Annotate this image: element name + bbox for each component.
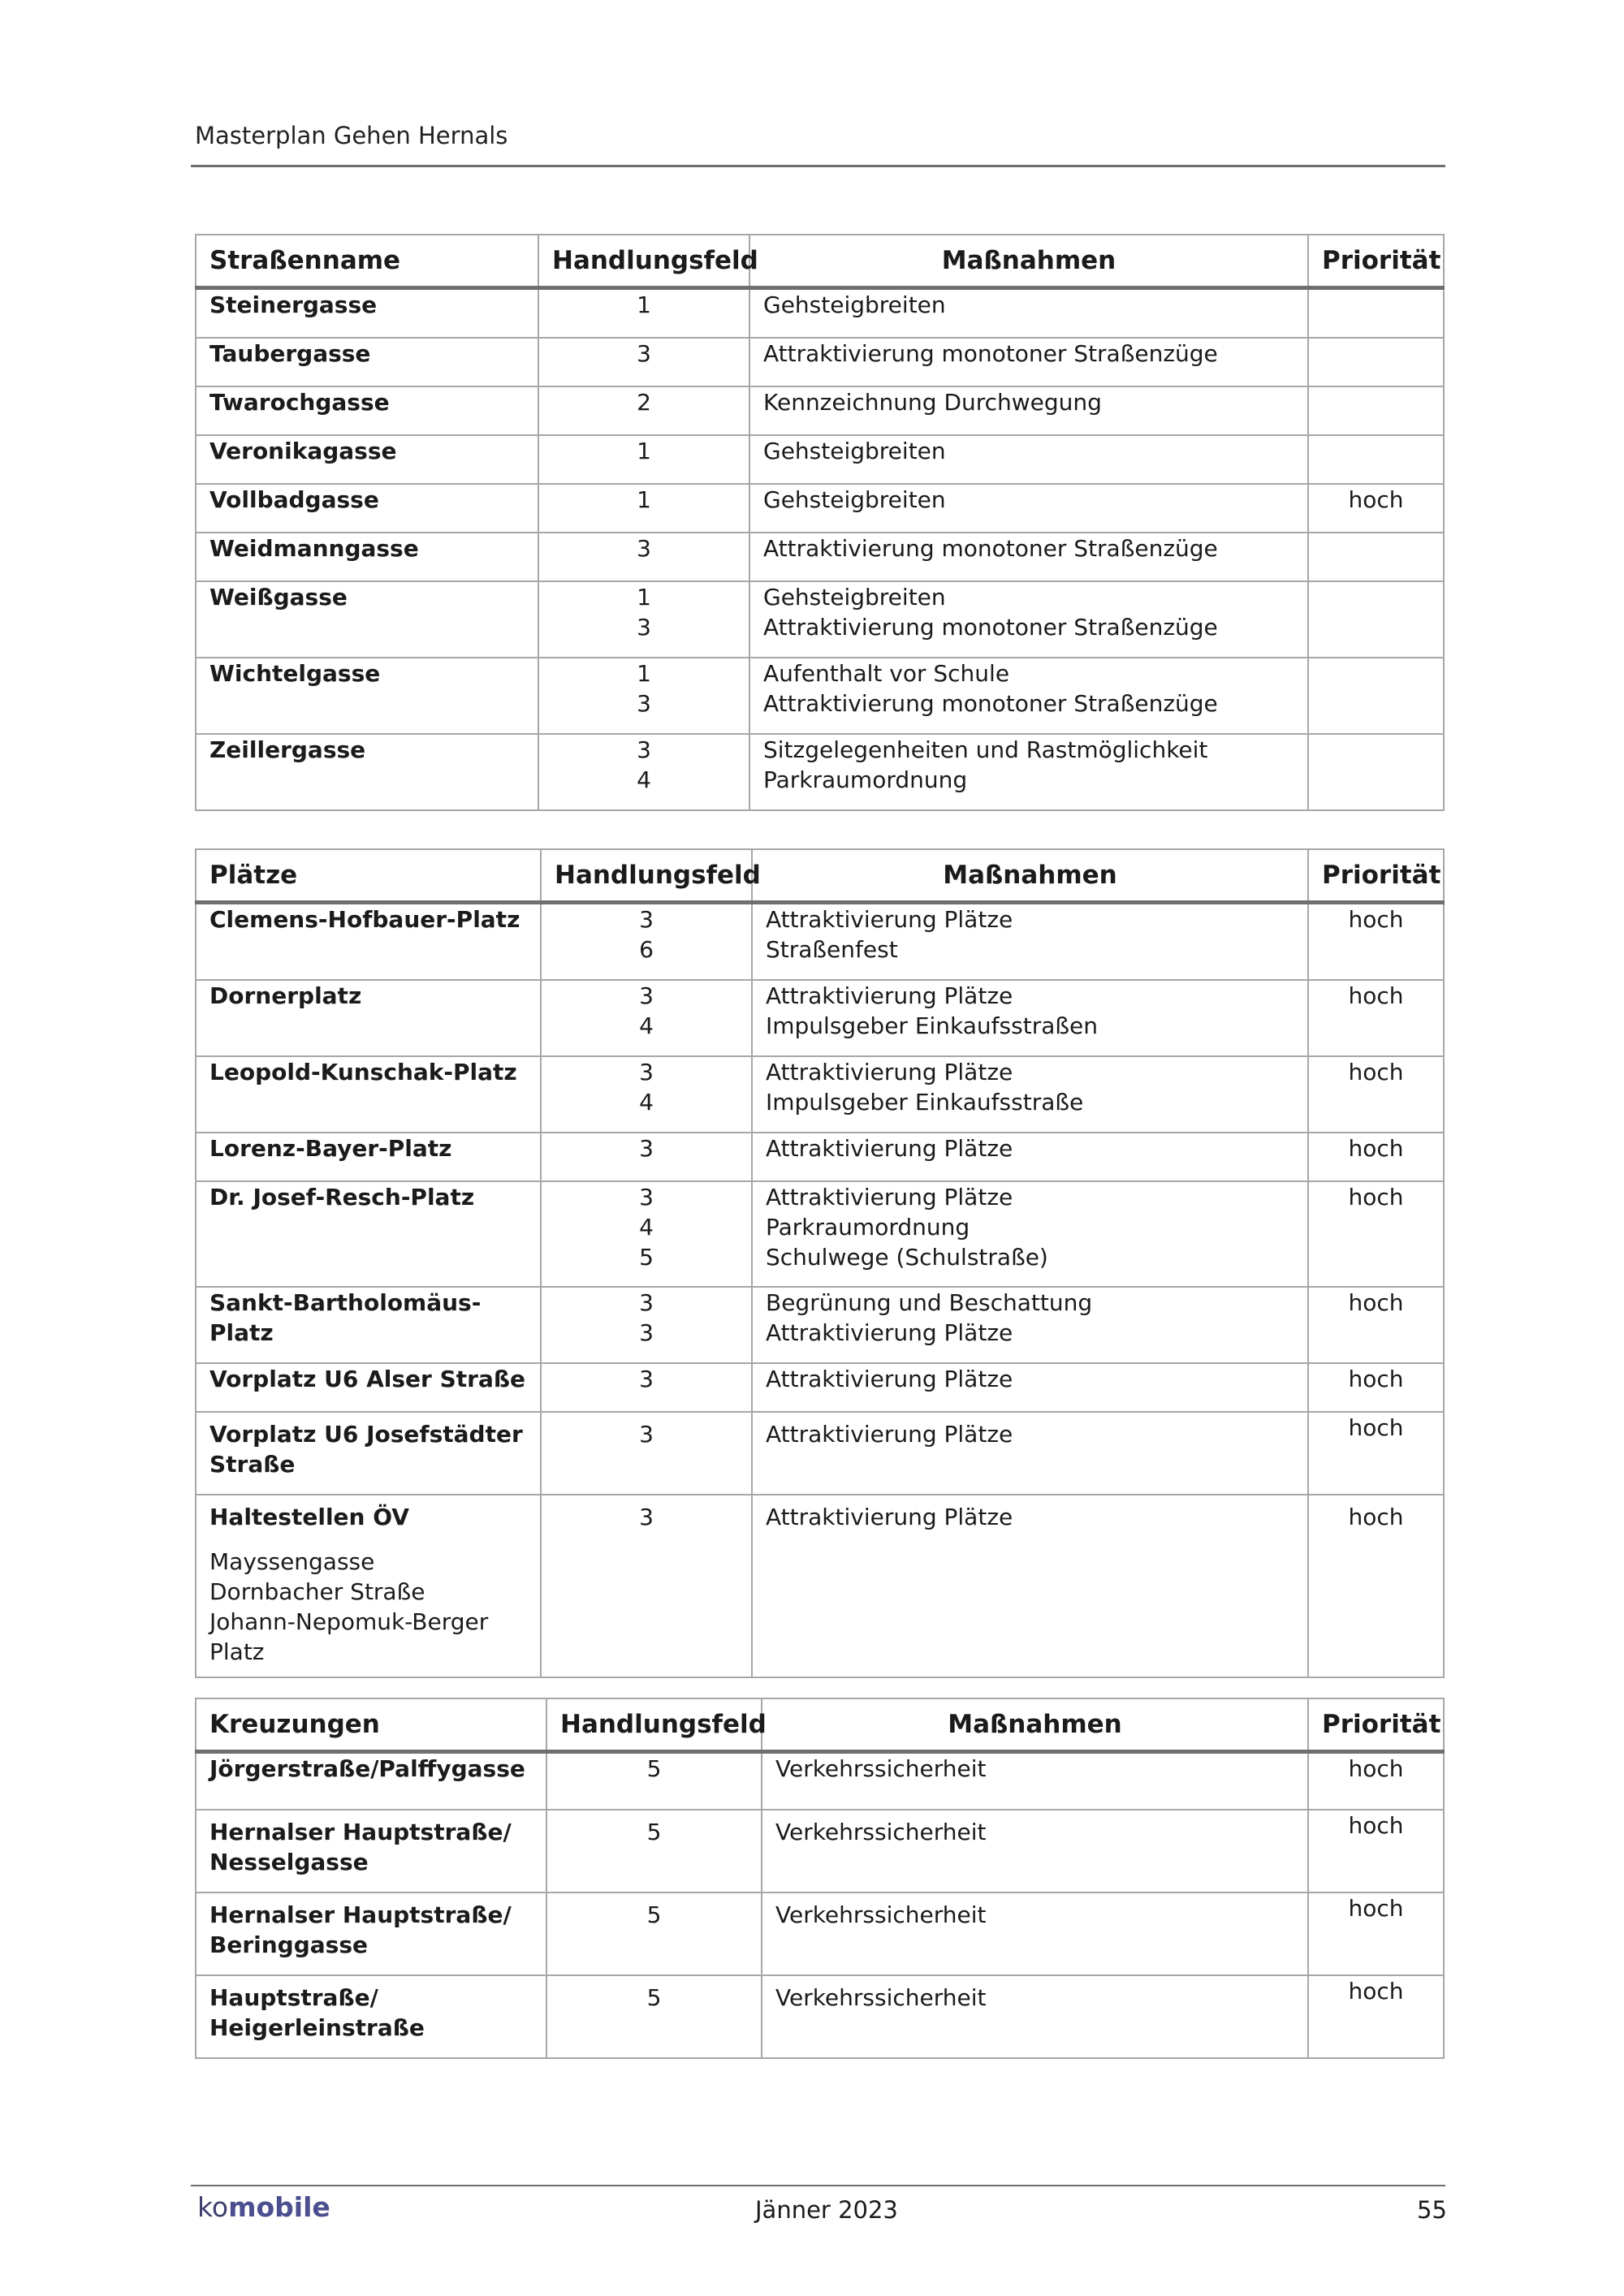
massnahme: Attraktivierung Plätze <box>766 982 1013 1009</box>
col-header-massnahmen: Maßnahmen <box>752 849 1308 903</box>
table-row <box>196 1363 1444 1412</box>
prio-value: hoch <box>1308 1287 1444 1363</box>
table-row <box>196 1975 1444 2058</box>
col-header-massnahmen: Maßnahmen <box>762 1698 1308 1752</box>
massnahme: Verkehrssicherheit <box>775 1755 987 1782</box>
massnahme: Attraktivierung Plätze <box>766 1504 1013 1530</box>
row-name: Vorplatz U6 Josefstädter Straße <box>196 1412 541 1495</box>
massnahme: Parkraumordnung <box>763 766 968 793</box>
col-header-name: Plätze <box>196 849 541 903</box>
table-row <box>196 658 1444 734</box>
hf-value: 4 <box>639 1089 654 1116</box>
hf-value: 6 <box>639 936 654 963</box>
hf-value: 5 <box>646 1819 662 1845</box>
hf-value: 3 <box>639 1421 654 1448</box>
hf-value: 3 <box>637 535 651 562</box>
table-row <box>196 734 1444 810</box>
row-name: Steinergasse <box>196 288 538 339</box>
massnahme: Attraktivierung Plätze <box>766 1059 1013 1085</box>
massnahme: Attraktivierung monotoner Straßenzüge <box>763 535 1218 562</box>
massnahme: Gehsteigbreiten <box>763 584 946 611</box>
table-row <box>196 533 1444 581</box>
prio-value: hoch <box>1308 1752 1444 1810</box>
massnahme: Sitzgelegenheiten und Rastmöglichkeit <box>763 736 1208 763</box>
stop-name: Johann-Nepomuk-Berger Platz <box>209 1608 489 1665</box>
table-row <box>196 1056 1444 1133</box>
hf-value: 5 <box>646 1755 662 1782</box>
prio-value: hoch <box>1308 1810 1444 1892</box>
komobile-logo <box>197 2191 330 2223</box>
table-row <box>196 386 1444 435</box>
hf-value: 3 <box>637 736 651 763</box>
massnahme: Impulsgeber Einkaufsstraße <box>766 1089 1084 1116</box>
hf-value: 3 <box>639 1184 654 1211</box>
col-header-prioritaet: Priorität <box>1308 1698 1444 1752</box>
row-name: Wichtelgasse <box>196 658 538 734</box>
row-name: Clemens-Hofbauer-Platz <box>196 903 541 981</box>
table-row <box>196 1133 1444 1181</box>
col-header-handlungsfeld: Handlungsfeld <box>541 849 752 903</box>
row-name: Vorplatz U6 Alser Straße <box>196 1363 541 1412</box>
table-row <box>196 484 1444 533</box>
hf-value: 4 <box>639 1012 654 1039</box>
table-row <box>196 1181 1444 1287</box>
prio-value: hoch <box>1308 484 1444 533</box>
hf-value: 1 <box>637 486 651 513</box>
row-name: Twarochgasse <box>196 386 538 435</box>
hf-value: 3 <box>637 340 651 367</box>
table-row <box>196 435 1444 484</box>
massnahme: Gehsteigbreiten <box>763 486 946 513</box>
footer-date: Jänner 2023 <box>755 2196 898 2224</box>
logo-part-ko: ko <box>197 2191 229 2223</box>
crossings-table <box>195 1698 1445 2059</box>
row-name: Hernalser Hauptstraße/ Beringgasse <box>196 1892 546 1975</box>
massnahme: Attraktivierung Plätze <box>766 1184 1013 1211</box>
prio-value: hoch <box>1308 903 1444 981</box>
col-header-prioritaet: Priorität <box>1308 235 1444 288</box>
prio-value <box>1308 386 1444 435</box>
massnahme: Attraktivierung Plätze <box>766 1319 1013 1346</box>
massnahme: Straßenfest <box>766 936 898 963</box>
massnahme: Schulwege (Schulstraße) <box>766 1244 1048 1271</box>
page-number: 55 <box>1417 2196 1447 2224</box>
prio-value: hoch <box>1308 1495 1444 1677</box>
massnahme: Gehsteigbreiten <box>763 438 946 464</box>
stop-name: Mayssengasse <box>209 1548 375 1575</box>
row-name: Vollbadgasse <box>196 484 538 533</box>
massnahme: Attraktivierung Plätze <box>766 1366 1013 1392</box>
prio-value <box>1308 288 1444 339</box>
table-row <box>196 338 1444 386</box>
row-name: Weißgasse <box>196 581 538 658</box>
col-header-name: Kreuzungen <box>196 1698 546 1752</box>
col-header-handlungsfeld: Handlungsfeld <box>546 1698 762 1752</box>
hf-value: 1 <box>637 438 651 464</box>
table-row <box>196 1810 1444 1892</box>
hf-value: 3 <box>639 1366 654 1392</box>
prio-value: hoch <box>1308 980 1444 1056</box>
hf-value: 4 <box>639 1214 654 1241</box>
table-row <box>196 1287 1444 1363</box>
prio-value: hoch <box>1308 1412 1444 1495</box>
footer-divider <box>191 2185 1445 2186</box>
hf-value: 3 <box>639 906 654 933</box>
col-header-name: Straßenname <box>196 235 538 288</box>
prio-value <box>1308 338 1444 386</box>
row-name: Hauptstraße/ Heigerleinstraße <box>196 1975 546 2058</box>
hf-value: 5 <box>646 1984 662 2011</box>
hf-value: 1 <box>637 584 651 611</box>
row-name: Sankt-Bartholomäus-Platz <box>196 1287 541 1363</box>
massnahme: Attraktivierung monotoner Straßenzüge <box>763 340 1218 367</box>
hf-value: 5 <box>646 1901 662 1928</box>
hf-value: 3 <box>637 614 651 641</box>
hf-value: 2 <box>637 389 651 416</box>
massnahme: Attraktivierung Plätze <box>766 1421 1013 1448</box>
table-row <box>196 1495 1444 1677</box>
row-name: Veronikagasse <box>196 435 538 484</box>
prio-value: hoch <box>1308 1892 1444 1975</box>
massnahme: Verkehrssicherheit <box>775 1901 987 1928</box>
prio-value <box>1308 734 1444 810</box>
prio-value: hoch <box>1308 1056 1444 1133</box>
row-name: Zeillergasse <box>196 734 538 810</box>
massnahme: Aufenthalt vor Schule <box>763 660 1010 687</box>
col-header-massnahmen: Maßnahmen <box>749 235 1308 288</box>
hf-value: 3 <box>639 982 654 1009</box>
hf-value: 1 <box>637 291 651 318</box>
hf-value: 3 <box>639 1504 654 1530</box>
massnahme: Attraktivierung monotoner Straßenzüge <box>763 690 1218 717</box>
logo-part-mobile: mobile <box>228 2191 330 2223</box>
massnahme: Attraktivierung monotoner Straßenzüge <box>763 614 1218 641</box>
massnahme: Impulsgeber Einkaufsstraßen <box>766 1012 1098 1039</box>
stop-name: Dornbacher Straße <box>209 1578 425 1605</box>
row-name: Dornerplatz <box>196 980 541 1056</box>
row-name: Hernalser Hauptstraße/ Nesselgasse <box>196 1810 546 1892</box>
massnahme: Attraktivierung Plätze <box>766 1135 1013 1162</box>
massnahme: Verkehrssicherheit <box>775 1984 987 2011</box>
prio-value: hoch <box>1308 1363 1444 1412</box>
massnahme: Parkraumordnung <box>766 1214 970 1241</box>
table-row <box>196 1752 1444 1810</box>
hf-value: 3 <box>639 1059 654 1085</box>
massnahme: Kennzeichnung Durchwegung <box>763 389 1102 416</box>
page-header-title: Masterplan Gehen Hernals <box>195 122 508 149</box>
col-header-handlungsfeld: Handlungsfeld <box>538 235 749 288</box>
prio-value: hoch <box>1308 1975 1444 2058</box>
hf-value: 3 <box>637 690 651 717</box>
hf-value: 3 <box>639 1135 654 1162</box>
streets-table <box>195 234 1445 811</box>
row-name: Weidmanngasse <box>196 533 538 581</box>
row-name: Dr. Josef-Resch-Platz <box>196 1181 541 1287</box>
row-name: Taubergasse <box>196 338 538 386</box>
hf-value: 5 <box>639 1244 654 1271</box>
row-name: Jörgerstraße/Palffygasse <box>196 1752 546 1810</box>
table-row <box>196 1892 1444 1975</box>
row-name: Leopold-Kunschak-Platz <box>196 1056 541 1133</box>
squares-table <box>195 848 1445 1678</box>
row-name: Haltestellen ÖV <box>209 1504 409 1530</box>
table-row <box>196 1412 1444 1495</box>
massnahme: Verkehrssicherheit <box>775 1819 987 1845</box>
massnahme: Attraktivierung Plätze <box>766 906 1013 933</box>
prio-value <box>1308 581 1444 658</box>
col-header-prioritaet: Priorität <box>1308 849 1444 903</box>
table-row <box>196 288 1444 339</box>
prio-value <box>1308 435 1444 484</box>
table-row <box>196 980 1444 1056</box>
row-name: Lorenz-Bayer-Platz <box>196 1133 541 1181</box>
prio-value <box>1308 533 1444 581</box>
massnahme: Begrünung und Beschattung <box>766 1289 1093 1316</box>
massnahme: Gehsteigbreiten <box>763 291 946 318</box>
header-divider <box>191 165 1445 167</box>
prio-value: hoch <box>1308 1181 1444 1287</box>
hf-value: 3 <box>639 1319 654 1346</box>
table-row <box>196 903 1444 981</box>
hf-value: 3 <box>639 1289 654 1316</box>
hf-value: 4 <box>637 766 651 793</box>
prio-value: hoch <box>1308 1133 1444 1181</box>
hf-value: 1 <box>637 660 651 687</box>
prio-value <box>1308 658 1444 734</box>
table-row <box>196 581 1444 658</box>
